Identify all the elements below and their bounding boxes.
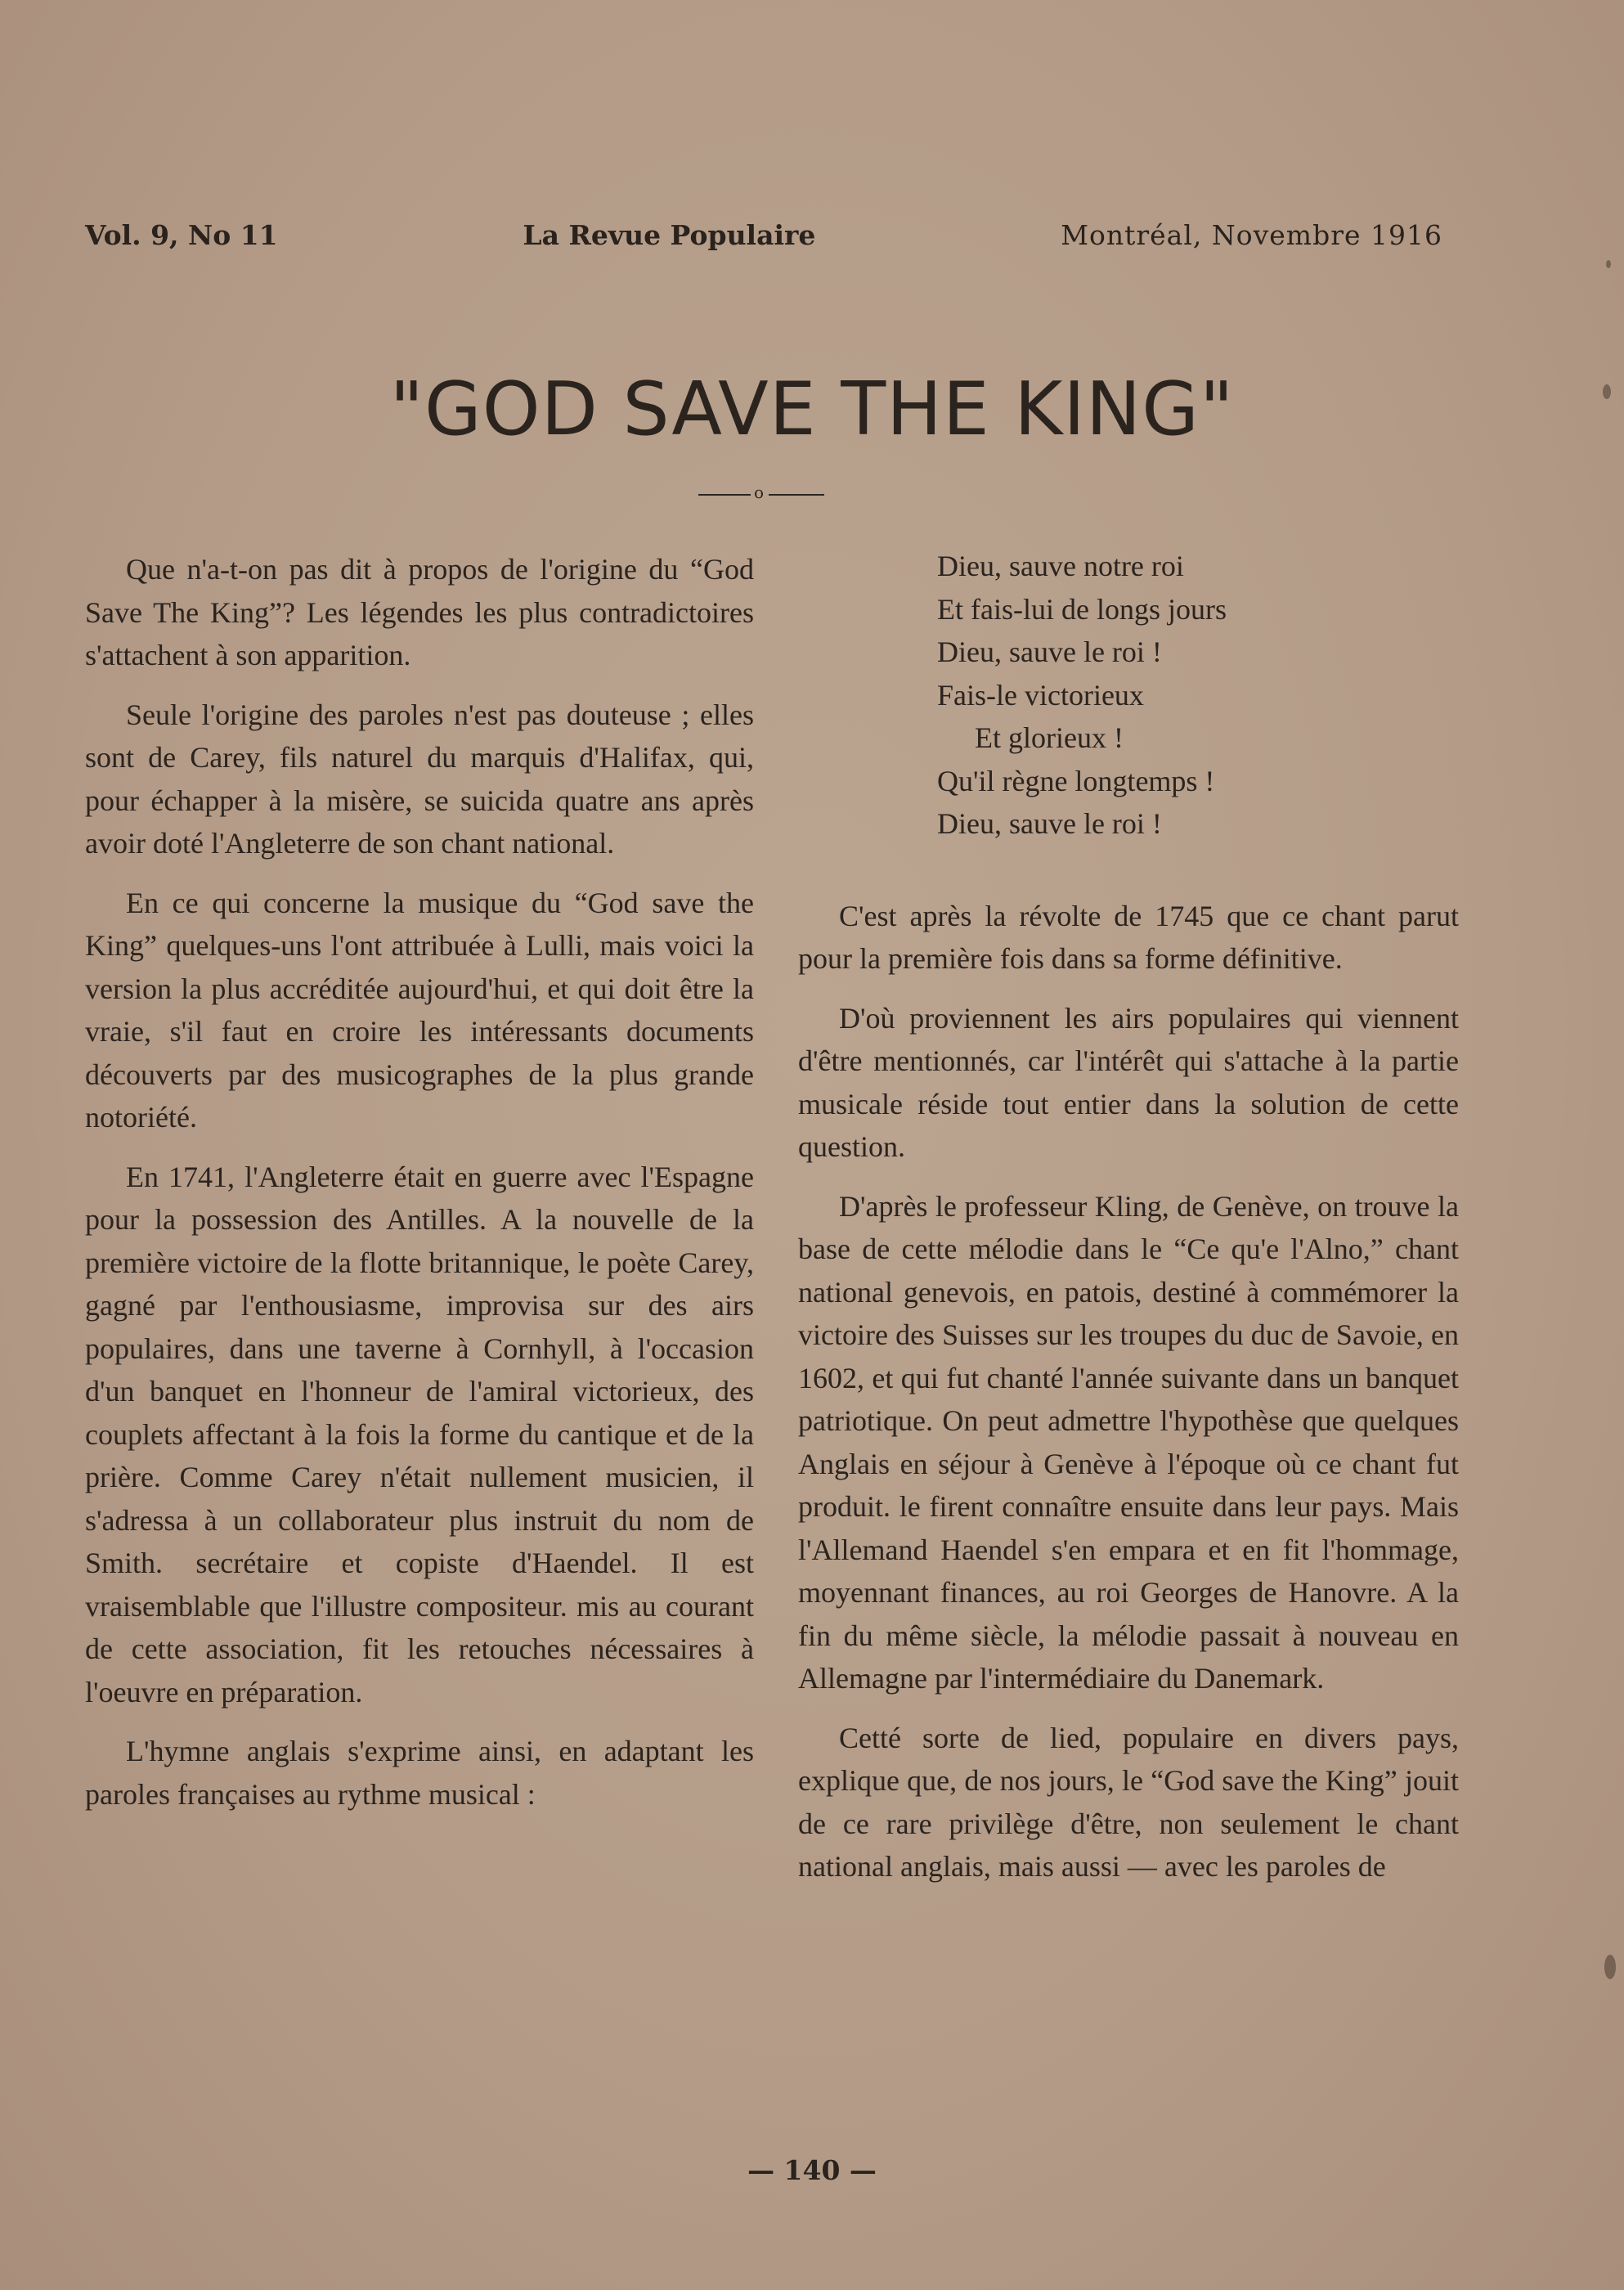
title-ornament-rule bbox=[698, 483, 824, 502]
paragraph: Cetté sorte de lied, populaire en divers pays, explique que, de nos jours, le “God save the King” jouit de ce rare privilège d'être, non seulement le chant national anglais, mais aussi — avec les paroles de bbox=[798, 1721, 1459, 1883]
paragraph: D'où proviennent les airs populaires qui viennent d'être mentionnés, car l'intérêt qui s'attache à la partie musicale réside tout entier dans la solution de cette question. bbox=[798, 1001, 1459, 1163]
rule-left-line bbox=[698, 494, 751, 496]
paragraph: D'après le professeur Kling, de Genève, on trouve la base de cette mélodie dans le “Ce qu'e l'Alno,” chant national genevois, en patois, destiné à commémorer la victoire des Suisses sur les troupes du duc de Savoie, en 1602, et qui fut chanté l'année suivante dans un banquet patriotique. On peut admettre l'hypothèse que quelques Anglais en séjour à Genève à l'époque où ce chant fut produit. le firent connaître ensuite dans leur pays. Mais l'Allemand Haendel s'en empara et en fit l'hommage, moyennant finances, au roi Georges de Hanovre. A la fin du même siècle, la mélodie passait à nouveau en Allemagne par l'intermédiaire du Danemark. bbox=[798, 1189, 1459, 1695]
verse-line: Dieu, sauve le roi ! bbox=[937, 635, 1162, 668]
verse-line: Et fais-lui de longs jours bbox=[937, 592, 1227, 626]
rule-ornament: o bbox=[754, 483, 765, 502]
verse-line: Dieu, sauve notre roi bbox=[937, 550, 1184, 582]
verse-line: Fais-le victorieux bbox=[937, 678, 1144, 712]
paragraph: En 1741, l'Angleterre était en guerre avec l'Espagne pour la possession des Antilles. A la nouvelle de la première victoire de la flotte britannique, le poète Carey, gagné par l'enthousiasme, improvisa sur des airs populaires, dans une taverne à Cornhyll, à l'occasion d'un banquet en l'honneur de l'amiral victorieux, des couplets affectant à la fois la forme du cantique et de la prière. Comme Carey n'était nullement musicien, il s'adressa à un collaborateur plus instruit du nom de Smith. secrétaire et copiste d'Haendel. Il est vraisemblable que l'illustre compositeur. mis au courant de cette association, fit les retouches nécessaires à l'oeuvre en préparation. bbox=[85, 1160, 754, 1709]
paper-speck bbox=[1604, 1955, 1616, 1979]
running-header bbox=[85, 219, 1442, 251]
right-column bbox=[798, 548, 1459, 1905]
volume-number: Vol. 9, No 11 bbox=[85, 219, 278, 251]
verse-line: Qu'il règne longtemps ! bbox=[937, 764, 1215, 797]
verse-line: Dieu, sauve le roi ! bbox=[937, 807, 1162, 840]
verse-line: Et glorieux ! bbox=[975, 721, 1124, 754]
left-column bbox=[85, 548, 754, 1832]
page-number: — 140 — bbox=[747, 2154, 877, 2186]
rule-right-line bbox=[769, 494, 824, 496]
paragraph: Seule l'origine des paroles n'est pas douteuse ; elles sont de Carey, fils naturel du marquis d'Halifax, qui, pour échapper à la misère, se suicida quatre ans après avoir doté l'Angleterre de son chant national. bbox=[85, 698, 754, 860]
publication-name: La Revue Populaire bbox=[523, 219, 816, 251]
paper-speck bbox=[1606, 260, 1611, 268]
paper-speck bbox=[1603, 384, 1611, 399]
article-title: "GOD SAVE THE KING" bbox=[389, 366, 1235, 452]
place-and-date: Montréal, Novembre 1916 bbox=[1061, 219, 1442, 251]
paragraph: C'est après la révolte de 1745 que ce chant parut pour la première fois dans sa forme définitive. bbox=[798, 899, 1459, 975]
paragraph: Que n'a-t-on pas dit à propos de l'origine du “God Save The King”? Les légendes les plus contradictoires s'attachent à son apparition. bbox=[85, 553, 754, 671]
paragraph: En ce qui concerne la musique du “God save the King” quelques-uns l'ont attribuée à Lulli, mais voici la version la plus accréditée aujourd'hui, et qui doit être la vraie, s'il faut en croire les intéressants documents découverts par des musicographes de la plus grande notoriété. bbox=[85, 886, 754, 1134]
anthem-verse bbox=[937, 545, 1459, 846]
paragraph: L'hymne anglais s'exprime ainsi, en adaptant les paroles françaises au rythme musical : bbox=[85, 1735, 754, 1811]
